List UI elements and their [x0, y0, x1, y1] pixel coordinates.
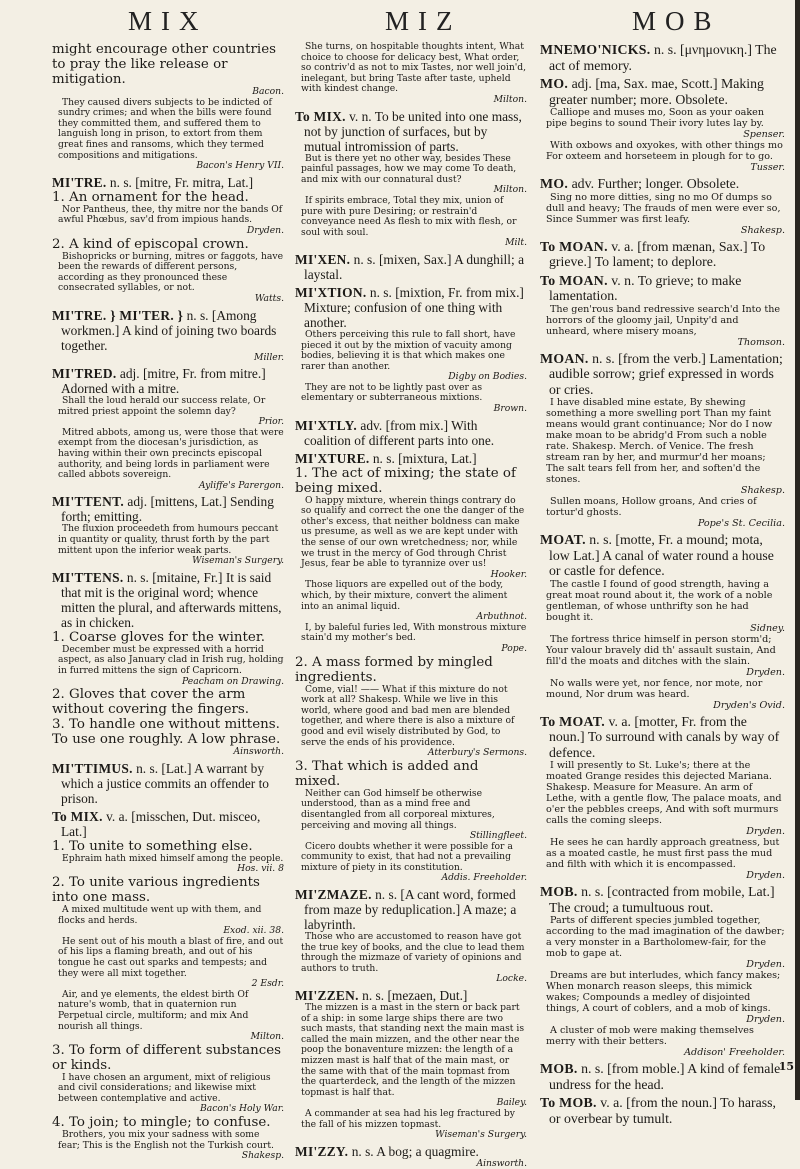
- citation-quote: A cluster of mob were making themselves merry with their betters.: [546, 1025, 754, 1047]
- definition-text: adj. [mittens, Lat.] Sending forth; emitting.: [61, 494, 274, 525]
- citation-source: Ainsworth.: [233, 746, 284, 758]
- citation-quote: Those liquors are expelled out of the body, which, by their mixture, convert the aliment into an animal liquid.: [301, 579, 508, 612]
- dictionary-entry: [540, 42, 785, 73]
- dictionary-entry: [540, 714, 785, 882]
- definition-text: n. s. [mitaine, Fr.] It is said that mit is the original word; whence mitten the plural, and afterwards mittens, as in chicken.: [61, 569, 282, 630]
- definition-text: n. s. [from the verb.] Lamentation; audible sorrow; grief expressed in words or cries.: [549, 350, 783, 397]
- citation-quote: Shall the loud herald our success relate, Or mitred priest appoint the solemn day?: [58, 395, 266, 417]
- citation-source: 2 Esdr.: [251, 978, 284, 990]
- definition-text: n. s. [from moble.] A kind of female undress for the head.: [549, 1061, 781, 1092]
- citation-source: Milton.: [493, 93, 527, 105]
- citation-quote: The castle I found of good strength, having a great moat round about it, the work of a noble gentleman, of whose unthrifty son he had bought it.: [546, 578, 773, 623]
- citation-source: Digby on Bodies.: [448, 371, 527, 383]
- headword: MO.: [540, 176, 569, 191]
- citation-source: Pope.: [501, 642, 527, 654]
- citation-source: Dryden.: [746, 666, 785, 678]
- definition-text: v. n. To be united into one mass, not by junction of surfaces, but by mutual intromission of parts.: [304, 108, 522, 154]
- citation-quote: Those who are accustomed to reason have got the true key of books, and the clue to lead them through the mizmaze of variety of opinions and authors to truth.: [301, 931, 525, 974]
- definition-text: v. a. [from mænan, Sax.] To grieve.] To lament; to deplore.: [549, 238, 766, 269]
- headword: MI'XTLY.: [295, 417, 358, 433]
- citation-source: Prior.: [258, 416, 284, 428]
- entry-headword-line: [295, 109, 527, 154]
- citation-source: Hooker.: [490, 568, 527, 580]
- sense-definition: 3. To form of different substances or kinds.: [52, 1042, 281, 1073]
- dictionary-entry: [295, 252, 527, 282]
- page-number: 15: [778, 1060, 794, 1073]
- citation-source: Tusser.: [750, 162, 785, 173]
- citation-source: Wiseman's Surgery.: [435, 1129, 527, 1141]
- dictionary-entry: [52, 175, 284, 305]
- citation-source: Bacon's Holy War.: [200, 1103, 284, 1115]
- entry-headword-line: [540, 273, 785, 304]
- entry-headword-line: [540, 76, 785, 107]
- definition-text: n. s. A bog; a quagmire.: [351, 1143, 479, 1159]
- sense-definition: might encourage other countries to pray the like release or mitigation.: [52, 42, 277, 87]
- definition-text: n. s. [A cant word, formed from maze by reduplication.] A maze; a labyrinth.: [304, 887, 517, 933]
- headword: MI'TRE.: [52, 174, 107, 190]
- sense-definition: 2. To unite various ingredients into one mass.: [52, 874, 260, 905]
- citation-quote: They caused divers subjects to be indicted of sundry crimes; and when the bills were found they committed them, and suffered them to languish long in prison, to extort from them great fines and ransoms, which they termed compositions and mitigations.: [58, 96, 272, 161]
- citation-quote: I have chosen an argument, mixt of religious and civil considerations; and likewise mixt between contemplative and active.: [58, 1071, 271, 1104]
- entry-headword-line: [540, 884, 785, 915]
- headword: MOB.: [540, 1061, 578, 1076]
- definition-text: adv. Further; longer. Obsolete.: [571, 176, 740, 191]
- citation-quote: Come, vial! —— What if this mixture do not work at all? Shakesp. While we live in this world, where good and bad men are blended together, and where there is also a mixture of good and evil wisely distributed by God, to serve the ends of his providence.: [301, 683, 515, 748]
- citation-source: Dryden.: [746, 870, 785, 881]
- citation-source: Shakesp.: [740, 224, 785, 236]
- citation-source: Bacon.: [252, 86, 284, 97]
- definition-text: v. a. [misschen, Dut. misceo, Lat.]: [61, 808, 261, 839]
- dictionary-entry: [540, 76, 785, 173]
- column-middle: [295, 41, 527, 1169]
- citation-quote: The gen'rous band redressive search'd Into the horrors of the gloomy jail, Unpity'd and unheard, where misery moans,: [546, 303, 781, 337]
- citation-quote: Air, and ye elements, the eldest birth Of nature's womb, that in quaternion run Perpetual circle, multiform; and mix And nourish all things.: [58, 988, 249, 1032]
- entry-headword-line: [52, 175, 284, 190]
- citation-source: Watts.: [254, 292, 284, 304]
- citation-source: Addis. Freeholder.: [441, 872, 527, 884]
- dictionary-entry: [52, 366, 284, 491]
- entry-headword-line: [52, 366, 284, 396]
- sense-definition: 2. A mass formed by mingled ingredients.: [295, 654, 493, 685]
- entry-headword-line: [295, 988, 527, 1003]
- definition-text: n. s. [mixen, Sax.] A dunghill; a laystal.: [304, 251, 525, 282]
- entry-headword-line: [540, 239, 785, 270]
- citation-quote: I will presently to St. Luke's; there at the moated Grange resides this dejected Mariana. Shakesp. Measure for Measure. An arm of Lethe, with a gentle flow, The palace moats, and o'er the pebbles creeps, And with soft murmurs calls the coming sleeps.: [546, 760, 782, 826]
- citation-source: Wiseman's Surgery.: [192, 555, 284, 567]
- entry-headword-line: [295, 418, 527, 448]
- page-edge: [795, 0, 800, 1100]
- headword: MI'TTENT.: [52, 494, 125, 510]
- entry-headword-line: [295, 252, 527, 282]
- citation-source: Exod. xii. 38.: [223, 925, 284, 937]
- citation-source: Milt.: [505, 237, 527, 249]
- dictionary-entry: [52, 308, 284, 364]
- entry-headword-line: [540, 714, 785, 761]
- citation-source: Dryden.: [746, 959, 785, 970]
- citation-quote: Parts of different species jumbled together, according to the mad imagination of the dawber; a very monster in a Bartholomew-fair, for the mob to gape at.: [546, 915, 785, 959]
- entry-headword-line: [52, 494, 284, 524]
- definition-text: n. s. [contracted from mobile, Lat.] The croud; a tumultuous rout.: [549, 884, 775, 915]
- sense-definition: 3. That which is added and mixed.: [295, 758, 479, 789]
- entry-headword-line: [52, 809, 284, 839]
- citation-source: Locke.: [496, 973, 527, 985]
- citation-quote: Mitred abbots, among us, were those that were exempt from the diocesan's jurisdiction, as having within their own precincts episcopal authority, and being lords in parliament were called abbots sovereign.: [58, 426, 284, 481]
- citation-source: Arbuthnot.: [476, 611, 527, 623]
- citation-quote: The mizzen is a mast in the stern or back part of a ship: in some large ships there are two such masts, that standing next the main mast is called the main mizzen, and the other near the poop the bonaventure mizzen: the length of a mizzen mast is half that of the main mast, or the same with that of the main topmast from the quarterdeck, and the length of the mizzen topmast is half that.: [301, 1002, 525, 1098]
- citation-quote: Ephraim hath mixed himself among the people.: [62, 852, 284, 864]
- citation-source: Hos. vii. 8: [237, 863, 284, 875]
- dictionary-entry: [540, 884, 785, 1058]
- headword: MI'TTIMUS.: [52, 760, 133, 776]
- headword: To MIX.: [52, 808, 103, 824]
- citation-source: Milton.: [250, 1031, 284, 1043]
- citation-quote: She turns, on hospitable thoughts intent, What choice to choose for delicacy best, What order, so contriv'd as not to mix Tastes, nor well join'd, inelegant, but bring Taste after taste, upheld with kindest change.: [301, 41, 527, 95]
- headword: MI'TTENS.: [52, 569, 124, 585]
- citation-source: Shakesp.: [241, 1150, 284, 1162]
- headword: To MOB.: [540, 1095, 597, 1110]
- citation-source: Milton.: [493, 184, 527, 196]
- citation-source: Dryden.: [246, 224, 284, 236]
- running-header-left: MIX: [128, 6, 208, 36]
- citation-quote: They are not to be lightly past over as elementary or subterraneous mixtions.: [301, 381, 483, 404]
- sense-definition: 2. Gloves that cover the arm without covering the fingers.: [52, 687, 250, 718]
- citation-source: Dryden.: [746, 826, 785, 837]
- dictionary-entry: [52, 761, 284, 806]
- citation-source: Addison' Freeholder.: [684, 1047, 785, 1058]
- citation-quote: Sing no more ditties, sing no mo Of dumps so dull and heavy; The frauds of men were ever so, Since Summer was first leafy.: [546, 191, 781, 225]
- citation-quote: Calliope and muses mo, Soon as your oaken pipe begins to sound Their ivory lutes lay by.: [546, 107, 765, 129]
- dictionary-entry: [540, 532, 785, 711]
- citation-quote: If spirits embrace, Total they mix, union of pure with pure Desiring; or restrain'd conveyance need As flesh to mix with flesh, or soul with soul.: [301, 194, 517, 238]
- citation-source: Shakesp.: [740, 485, 785, 496]
- citation-source: Atterbury's Sermons.: [427, 747, 527, 759]
- entry-headword-line: [295, 887, 527, 932]
- dictionary-entry: [540, 176, 785, 236]
- citation-source: Sidney.: [750, 622, 785, 634]
- citation-source: Miller.: [254, 351, 284, 363]
- headword: MOAT.: [540, 532, 586, 547]
- entry-headword-line: [540, 1095, 785, 1126]
- definition-text: n. s. [mitre, Fr. mitra, Lat.]: [109, 174, 254, 190]
- dictionary-entry: [540, 239, 785, 270]
- citation-source: Peacham on Drawing.: [182, 675, 284, 687]
- dictionary-entry: [295, 285, 527, 415]
- citation-quote: Brothers, you mix your sadness with some fear; This is the English not the Turkish court.: [58, 1129, 274, 1151]
- entry-headword-line: [295, 451, 527, 466]
- dictionary-entry: [52, 570, 284, 758]
- running-headers: [0, 6, 800, 42]
- citation-source: Dryden's Ovid.: [713, 699, 785, 711]
- citation-quote: The fluxion proceedeth from humours peccant in quantity or quality, thrust forth by the part mittent upon the inferior weak parts.: [58, 523, 279, 556]
- dictionary-entry: [295, 418, 527, 448]
- dictionary-entry: [295, 42, 527, 106]
- definition-text: adj. [ma, Sax. mae, Scott.] Making greater number; more. Obsolete.: [549, 76, 764, 107]
- citation-source: Pope's St. Cecilia.: [697, 518, 785, 529]
- definition-text: n. s. [motte, Fr. a mound; mota, low Lat.] A canal of water round a house or castle for defence.: [549, 532, 774, 578]
- dictionary-entry: [52, 494, 284, 566]
- citation-quote: Nor Pantheus, thee, thy mitre nor the bands Of awful Phœbus, sav'd from impious hands.: [58, 203, 283, 226]
- headword: To MOAN.: [540, 272, 608, 288]
- sense-definition: 1. The act of mixing; the state of being mixed.: [295, 465, 516, 496]
- citation-quote: With oxbows and oxyokes, with other things mo For oxteem and horseteem in plough for to go.: [546, 140, 783, 162]
- headword: MI'ZZEN.: [295, 988, 359, 1004]
- headword: MI'TRE. } MI'TER. }: [52, 307, 184, 323]
- citation-quote: Others perceiving this rule to fall short, have pieced it out by the mixtion of vacuity among bodies, believing it is that which makes one rarer than another.: [301, 328, 516, 372]
- dictionary-entry: [540, 351, 785, 530]
- sense-definition: 1. An ornament for the head.: [52, 189, 249, 205]
- citation-source: Bacon's Henry VII.: [196, 160, 284, 172]
- definition-text: n. s. [mezaen, Dut.]: [362, 988, 468, 1004]
- citation-quote: Sullen moans, Hollow groans, And cries of tortur'd ghosts.: [546, 496, 757, 518]
- running-header-center: MIZ: [385, 6, 462, 36]
- column-right: [540, 42, 785, 1126]
- dictionary-entry: [295, 988, 527, 1141]
- entry-headword-line: [52, 308, 284, 353]
- sense-definition: 2. A kind of episcopal crown.: [52, 236, 249, 252]
- citation-quote: A commander at sea had his leg fractured by the fall of his mizzen topmast.: [301, 1107, 515, 1130]
- citation-quote: Bishopricks or burning, mitres or faggots, have been the rewards of different persons, according as they pronounced these consecrated syllables, or not.: [58, 250, 284, 294]
- dictionary-entry: [295, 1144, 527, 1169]
- dictionary-entry: [52, 809, 284, 1162]
- entry-headword-line: [52, 761, 284, 806]
- headword: To MIX.: [295, 108, 346, 124]
- citation-quote: A mixed multitude went up with them, and flocks and herds.: [58, 903, 262, 926]
- definition-text: n. s. [Lat.] A warrant by which a justice commits an offender to prison.: [61, 760, 269, 806]
- headword: MI'TRED.: [52, 366, 117, 382]
- headword: MI'XTION.: [295, 284, 367, 300]
- headword: MI'XTURE.: [295, 450, 370, 466]
- definition-text: n. s. [Among workmen.] A kind of joining two boards together.: [61, 307, 277, 353]
- sense-definition: 4. To join; to mingle; to confuse.: [52, 1115, 271, 1131]
- citation-source: Stillingfleet.: [469, 830, 527, 842]
- entry-headword-line: [540, 176, 785, 192]
- entry-headword-line: [295, 1144, 527, 1159]
- citation-quote: He sent out of his mouth a blast of fire, and out of his lips a flaming breath, and out of his tongue he cast out sparks and tempests; and they were all mixt together.: [58, 935, 284, 979]
- citation-quote: The fortress thrice himself in person storm'd; Your valour bravely did th' assault sustain, And fill'd the moats and ditches with the slain.: [546, 633, 776, 667]
- headword: MNEMO'NICKS.: [540, 42, 651, 57]
- headword: MOB.: [540, 884, 578, 899]
- dictionary-entry: [540, 1095, 785, 1126]
- sense-definition: 1. To unite to something else.: [52, 838, 253, 854]
- headword: To MOAT.: [540, 713, 606, 729]
- citation-quote: I have disabled mine estate, By shewing something a more swelling port Than my faint means would grant continuance; Nor do I now make moan to be abridg'd From such a noble rate. Shakesp. Merch. of Venice. The fresh stream ran by her, and murmur'd her moans; The salt tears fell from her, and soften'd the stones.: [546, 397, 773, 485]
- headword: MI'XEN.: [295, 251, 351, 267]
- headword: MI'ZMAZE.: [295, 887, 372, 903]
- citation-source: Thomson.: [737, 336, 785, 348]
- headword: MOAN.: [540, 350, 589, 366]
- definition-text: v. a. [motter, Fr. from the noun.] To surround with canals by way of defence.: [549, 713, 780, 760]
- definition-text: n. s. [mixtion, Fr. from mix.] Mixture; confusion of one thing with another.: [304, 284, 524, 330]
- citation-source: Bailey.: [496, 1097, 527, 1109]
- definition-text: n. s. [mixtura, Lat.]: [372, 450, 477, 466]
- definition-text: v. n. To grieve; to make lamentation.: [549, 272, 742, 303]
- definition-text: n. s. [μνημονικη.] The act of memory.: [549, 42, 777, 73]
- entry-headword-line: [52, 570, 284, 630]
- definition-text: v. a. [from the noun.] To harass, or overbear by tumult.: [549, 1095, 776, 1126]
- citation-quote: But is there yet no other way, besides These painful passages, how we may come To death, and mix with our connatural dust?: [301, 152, 517, 185]
- headword: MI'ZZY.: [295, 1143, 349, 1159]
- citation-quote: Neither can God himself be otherwise understood, than as a mind free and disentangled from all corporeal mixtures, perceiving and moving all things.: [301, 787, 495, 831]
- dictionary-entry: [52, 42, 284, 172]
- citation-quote: Dreams are but interludes, which fancy makes; When monarch reason sleeps, this mimick wakes; Compounds a medley of disjointed things, A court of coblers, and a mob of kings.: [546, 970, 781, 1014]
- citation-quote: No walls were yet, nor fence, nor mote, nor mound, Nor drum was heard.: [546, 677, 763, 700]
- definition-text: adj. [mitre, Fr. from mitre.] Adorned with a mitre.: [61, 366, 266, 397]
- running-header-right: MOB: [632, 6, 721, 36]
- sense-definition: 3. To handle one without mittens. To use one roughly. A low phrase.: [52, 717, 281, 748]
- citation-source: Brown.: [493, 403, 527, 415]
- citation-source: Ainsworth.: [476, 1157, 527, 1169]
- citation-quote: I, by baleful furies led, With monstrous mixture stain'd my mother's bed.: [301, 621, 527, 644]
- headword: To MOAN.: [540, 238, 608, 254]
- entry-headword-line: [540, 1061, 785, 1092]
- citation-quote: December must be expressed with a horrid aspect, as also January clad in Irish rug, holding in furred mittens the sign of Capricorn.: [58, 643, 284, 676]
- citation-source: Spenser.: [743, 129, 785, 140]
- citation-quote: He sees he can hardly approach greatness, but as a moated castle, he must first pass the mud and filth with which it is encompassed.: [546, 837, 780, 870]
- citation-source: Dryden.: [746, 1014, 785, 1025]
- citation-quote: O happy mixture, wherein things contrary do so qualify and correct the one the danger of the other's excess, that neither boldness can make us presume, as well as we are kept under with the sense of our own wretchedness; nor, while we trust in the mercy of God through Christ Jesus, fear be able to tyrannize over us!: [301, 494, 525, 570]
- column-left: [52, 42, 284, 1162]
- dictionary-entry: [295, 451, 527, 884]
- entry-headword-line: [540, 42, 785, 73]
- entry-headword-line: [295, 285, 527, 330]
- dictionary-entry: [540, 273, 785, 348]
- citation-quote: Cicero doubts whether it were possible for a community to exist, that had not a prevailing mixture of piety in its constitution.: [301, 840, 513, 873]
- entry-headword-line: [540, 532, 785, 579]
- definition-text: adv. [from mix.] With coalition of different parts into one.: [304, 417, 495, 448]
- dictionary-entry: [295, 109, 527, 249]
- dictionary-entry: [295, 887, 527, 985]
- headword: MO.: [540, 76, 569, 91]
- dictionary-entry: [540, 1061, 785, 1092]
- sense-definition: 1. Coarse gloves for the winter.: [52, 629, 266, 645]
- citation-source: Ayliffe's Parergon.: [198, 479, 284, 491]
- entry-headword-line: [540, 351, 785, 398]
